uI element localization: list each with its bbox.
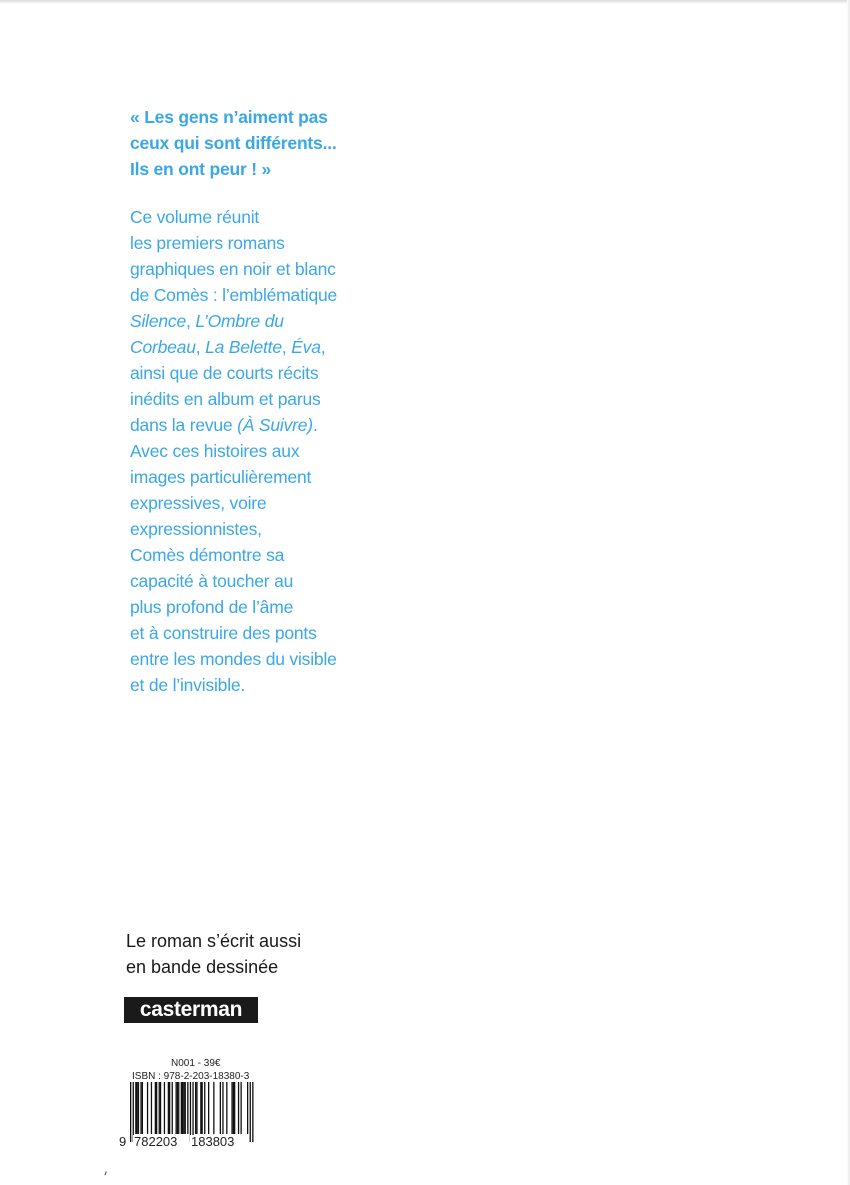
barcode-bar (185, 1082, 186, 1134)
barcode-bar (177, 1082, 178, 1134)
barcode-bar (182, 1082, 183, 1134)
blurb-line: expressives, voire (130, 493, 267, 513)
barcode-bar (140, 1082, 141, 1134)
title-eva: Éva (291, 337, 321, 357)
barcode (116, 1082, 256, 1142)
barcode-bar (133, 1082, 134, 1142)
blurb-line (130, 412, 430, 438)
blurb-line: plus profond de l’âme (130, 597, 294, 617)
back-cover-blurb (130, 204, 430, 698)
barcode-bar (250, 1082, 251, 1142)
blurb-line: et de l’invisible. (130, 675, 246, 695)
barcode-bar (231, 1082, 232, 1134)
barcode-bar (168, 1082, 169, 1134)
barcode-left-digits: 782203 (134, 1134, 178, 1149)
title-la-belette: La Belette (205, 337, 282, 357)
barcode-bar (196, 1082, 197, 1134)
cover-top-edge (0, 0, 850, 4)
pull-quote (130, 104, 430, 182)
barcode-bar (138, 1082, 139, 1134)
separator: , (281, 337, 292, 357)
separator: , (195, 337, 206, 357)
blurb-line: graphiques en noir et blanc (130, 259, 336, 279)
barcode-bar (156, 1082, 157, 1134)
print-mark (104, 1171, 110, 1176)
title-silence: Silence (130, 311, 186, 331)
barcode-bar (135, 1082, 136, 1134)
barcode-bar (142, 1082, 143, 1134)
barcode-right-digits: 183803 (191, 1134, 235, 1149)
blurb-line: images particulièrement (130, 467, 312, 487)
barcode-bar (200, 1082, 201, 1134)
barcode-bar (195, 1082, 196, 1134)
blurb-line: expressionnistes, (130, 519, 262, 539)
isbn-number: ISBN : 978-2-203-18380-3 (132, 1071, 250, 1082)
tagline-line: Le roman s’écrit aussi (126, 931, 302, 951)
barcode-bar (192, 1082, 193, 1142)
publisher-logo: casterman (124, 997, 258, 1023)
quote-line: ceux qui sont différents... (130, 133, 337, 153)
barcode-bar (164, 1082, 165, 1134)
blurb-line: entre les mondes du visible (130, 649, 337, 669)
blurb-text: dans la revue (130, 415, 238, 435)
barcode-bar (202, 1082, 203, 1134)
barcode-bar (183, 1082, 184, 1134)
barcode-bar (234, 1082, 235, 1134)
barcode-bar (181, 1082, 182, 1134)
separator: , (320, 337, 326, 357)
barcode-bar (178, 1082, 179, 1134)
quote-line: « Les gens n’aiment pas (130, 107, 328, 127)
title-ombre-du-corbeau-part2: Corbeau (130, 337, 196, 357)
blurb-line: Avec ces histoires aux (130, 441, 300, 461)
barcode-bar (130, 1082, 131, 1142)
blurb-line (130, 334, 430, 360)
blurb-line: capacité à toucher au (130, 571, 294, 591)
separator: , (186, 311, 196, 331)
blurb-line: et à construire des ponts (130, 623, 317, 643)
barcode-bar (137, 1082, 138, 1134)
barcode-bar (238, 1082, 239, 1134)
barcode-bar (222, 1082, 223, 1134)
barcode-bar (169, 1082, 170, 1134)
blurb-line: Ce volume réunit (130, 207, 260, 227)
barcode-bar (190, 1082, 191, 1142)
barcode-bar (226, 1082, 227, 1134)
blurb-line: les premiers romans (130, 233, 285, 253)
barcode-bar (147, 1082, 148, 1134)
blurb-line: de Comès : l’emblématique (130, 285, 338, 305)
barcode-bar (160, 1082, 161, 1134)
title-a-suivre: (À Suivre) (237, 415, 313, 435)
barcode-bar (176, 1082, 177, 1134)
barcode-bar (187, 1082, 188, 1134)
barcode-bar (233, 1082, 234, 1134)
barcode-bar (208, 1082, 209, 1134)
title-ombre-du-corbeau-part1: L’Ombre du (195, 311, 284, 331)
quote-line: Ils en ont peur ! » (130, 159, 272, 179)
blurb-line: inédits en album et parus (130, 389, 321, 409)
separator: . (312, 415, 318, 435)
blurb-line (130, 308, 430, 334)
barcode-first-digit: 9 (119, 1134, 127, 1149)
barcode-bar (159, 1082, 160, 1134)
barcode-bar (241, 1082, 242, 1134)
price-code: N001 - 39€ (171, 1058, 221, 1069)
series-tagline (126, 928, 301, 980)
barcode-bar (204, 1082, 205, 1134)
blurb-line: Comès démontre sa (130, 545, 285, 565)
barcode-bar (213, 1082, 214, 1134)
barcode-bar (172, 1082, 173, 1134)
blurb-line: ainsi que de courts récits (130, 363, 319, 383)
barcode-bar (247, 1082, 248, 1134)
barcode-bar (220, 1082, 221, 1134)
barcode-bar (252, 1082, 253, 1142)
barcode-bar (151, 1082, 152, 1134)
barcode-bar (155, 1082, 156, 1134)
tagline-line: en bande dessinée (126, 957, 279, 977)
